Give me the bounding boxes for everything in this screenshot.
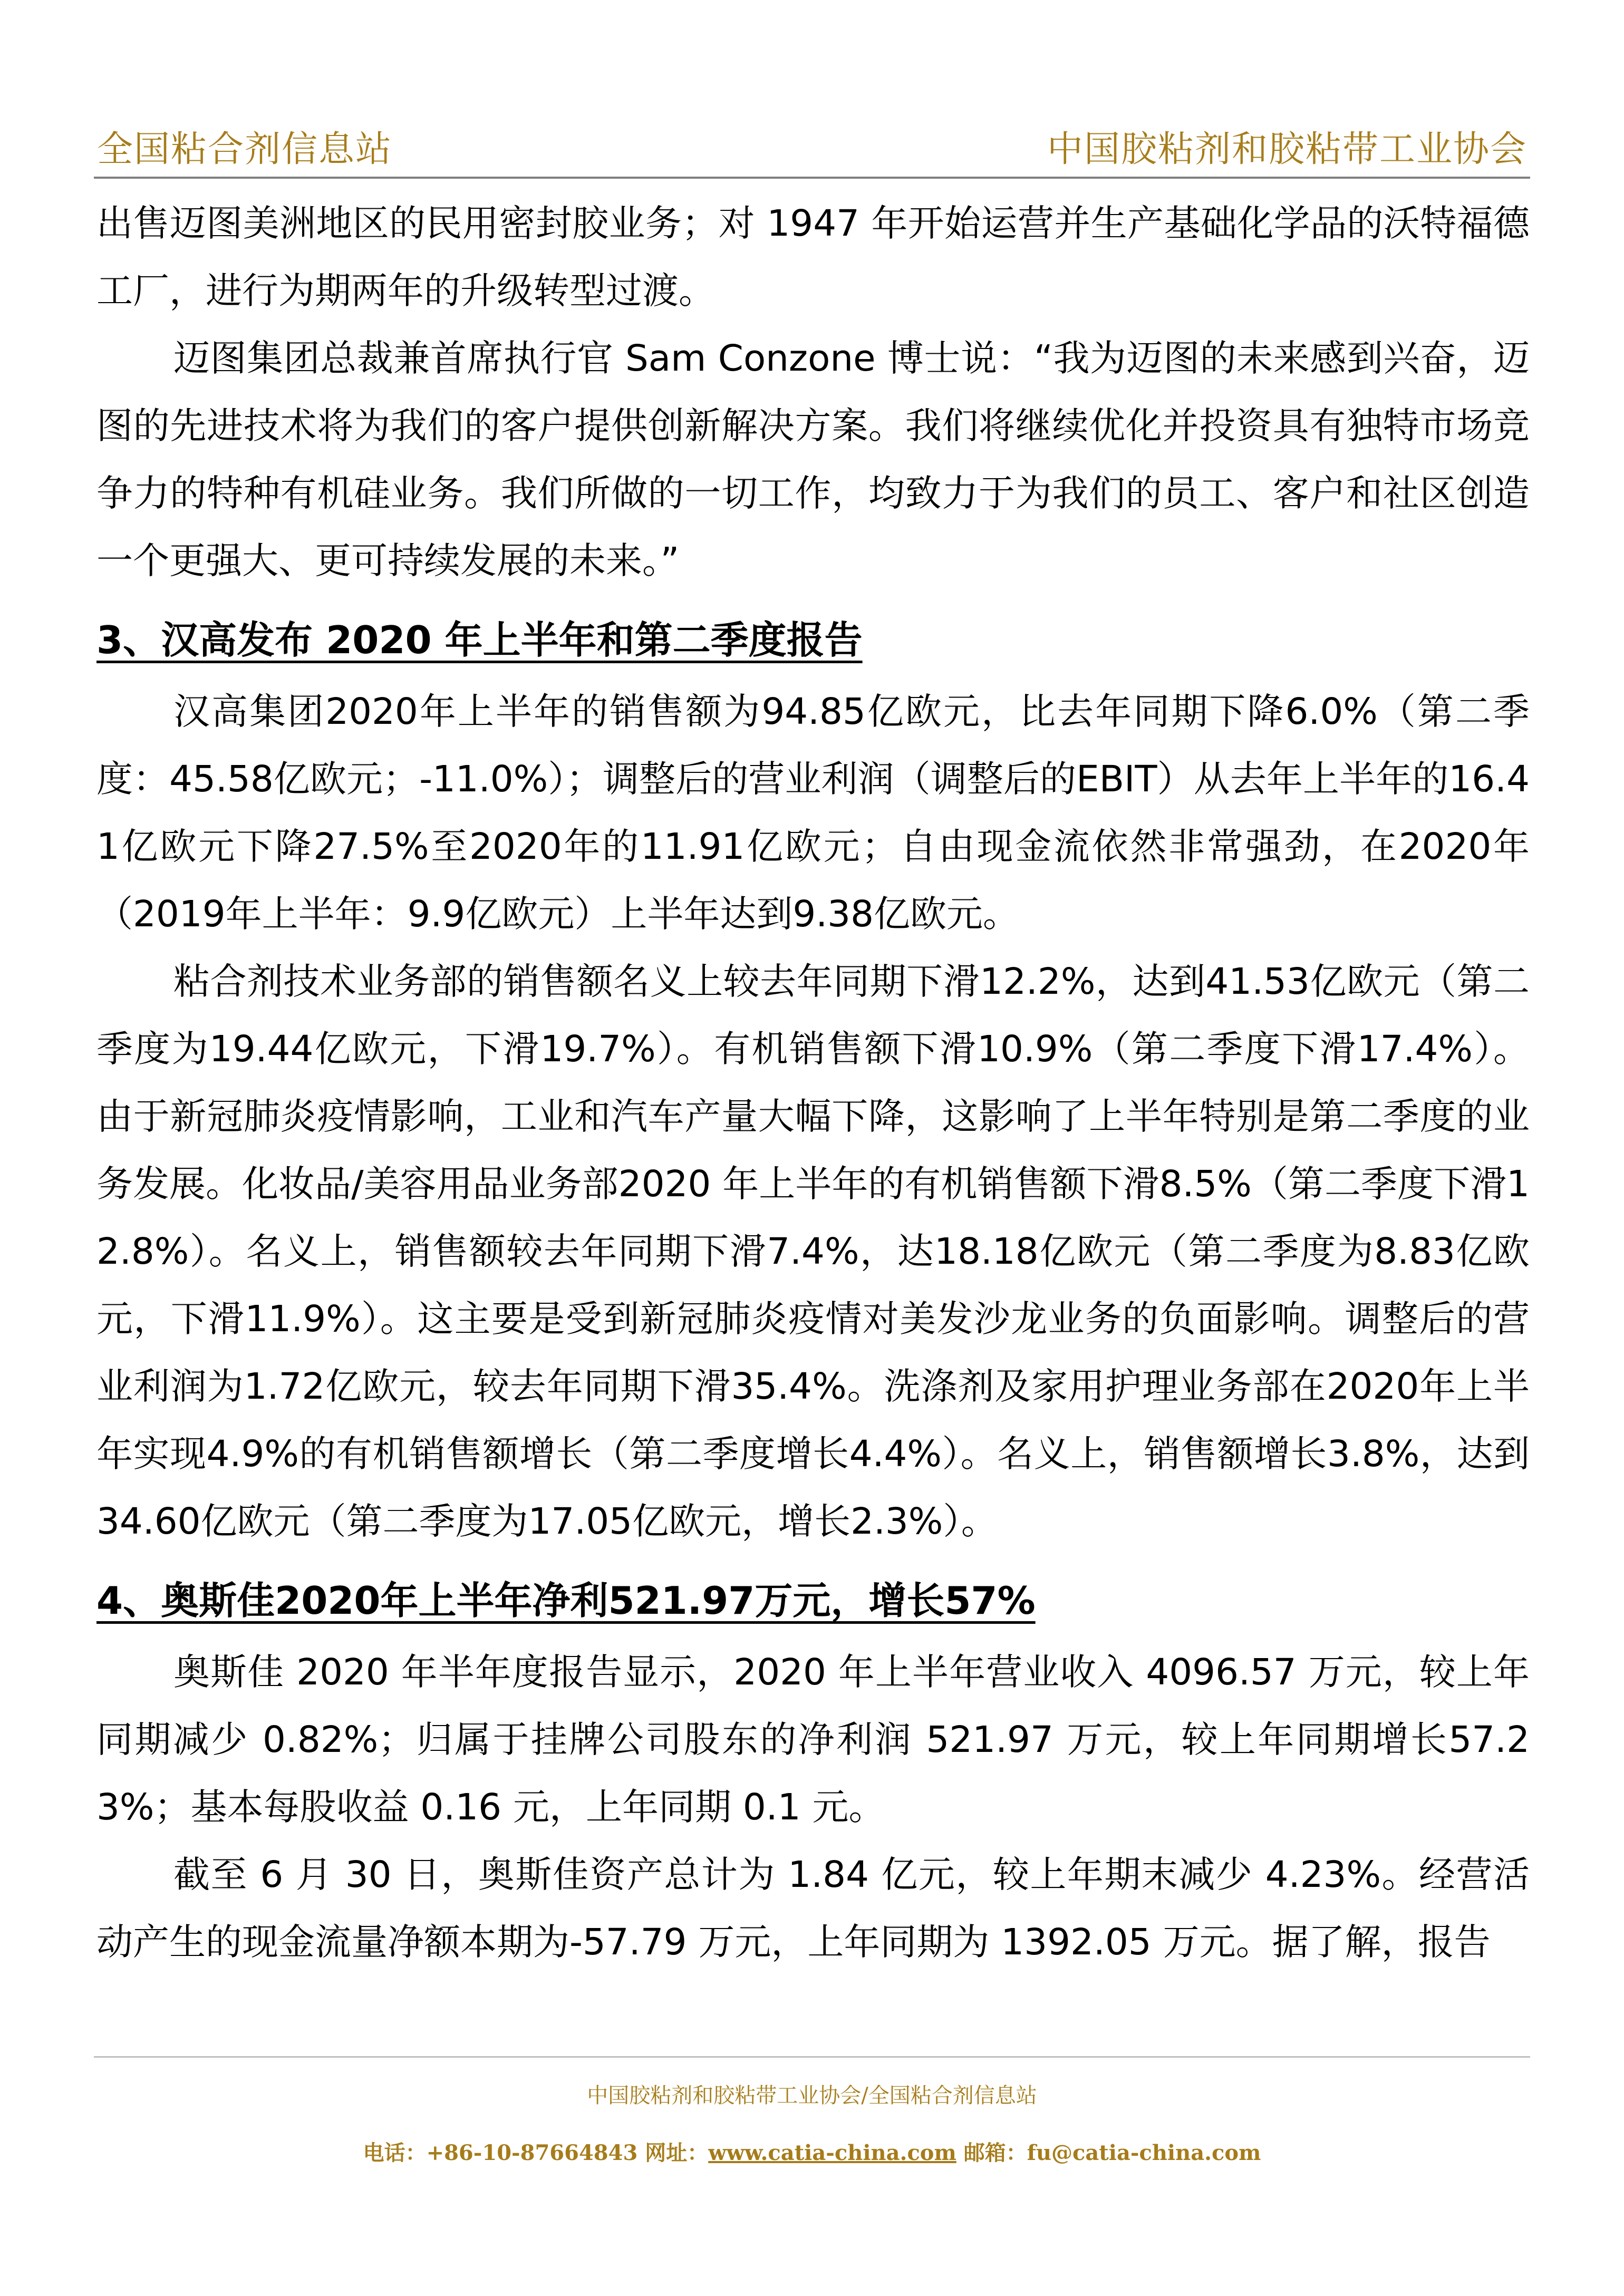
- header-site-name: 全国粘合剂信息站: [97, 129, 393, 170]
- section-heading-text: 3、汉高发布 2020 年上半年和第二季度报告: [96, 618, 863, 662]
- paragraph: 奥斯佳 2020 年半年度报告显示，2020 年上半年营业收入 4096.57 万元，较上年同期减少 0.82%；归属于挂牌公司股东的净利润 521.97 万元，较上年同期增长57.23%；基本每股收益 0.16 元，上年同期 0.1 元。: [96, 1651, 1530, 1828]
- paragraph: 汉高集团2020年上半年的销售额为94.85亿欧元，比去年同期下降6.0%（第二季度：45.58亿欧元；-11.0%）；调整后的营业利润（调整后的EBIT）从去年上半年的16.41亿欧元下降27.5%至2020年的11.91亿欧元；自由现金流依然非常强劲，在2020年（2019年上半年：9.9亿欧元）上半年达到9.38亿欧元。: [96, 691, 1530, 935]
- paragraph: 截至 6 月 30 日，奥斯佳资产总计为 1.84 亿元，较上年期末减少 4.23%。经营活动产生的现金流量净额本期为-57.79 万元，上年同期为 1392.05 万元。据了解，报告: [96, 1854, 1530, 1963]
- paragraph: 出售迈图美洲地区的民用密封胶业务；对 1947 年开始运营并生产基础化学品的沃特福德工厂，进行为期两年的升级转型过渡。: [96, 202, 1530, 312]
- header-association-name: 中国胶粘剂和胶粘带工业协会: [1047, 129, 1527, 170]
- document-body: [96, 190, 1530, 1976]
- paragraph: 粘合剂技术业务部的销售额名义上较去年同期下滑12.2%，达到41.53亿欧元（第二季度为19.44亿欧元，下滑19.7%）。有机销售额下滑10.9%（第二季度下滑17.4%）。由于新冠肺炎疫情影响，工业和汽车产量大幅下降，这影响了上半年特别是第二季度的业务发展。化妆品/美容用品业务部2020 年上半年的有机销售额下滑8.5%（第二季度下滑12.8%）。名义上，销售额较去年同期下滑7.4%，达18.18亿欧元（第二季度为8.83亿欧元，下滑11.9%）。这主要是受到新冠肺炎疫情对美发沙龙业务的负面影响。调整后的营业利润为1.72亿欧元，较去年同期下滑35.4%。洗涤剂及家用护理业务部在2020年上半年实现4.9%的有机销售额增长（第二季度增长4.4%）。名义上，销售额增长3.8%，达到34.60亿欧元（第二季度为17.05亿欧元，增长2.3%）。: [96, 961, 1530, 1543]
- footer-website-link[interactable]: www.catia-china.com: [708, 2140, 956, 2165]
- section-heading-text: 4、奥斯佳2020年上半年净利521.97万元，增长57%: [96, 1578, 1036, 1623]
- section-heading-3: [96, 606, 1530, 674]
- page-header: [94, 113, 1530, 179]
- footer-organization: 中国胶粘剂和胶粘带工业协会/全国粘合剂信息站: [587, 2084, 1037, 2108]
- footer-email: 邮箱：fu@catia-china.com: [956, 2140, 1261, 2165]
- section-heading-4: [96, 1567, 1530, 1634]
- footer-contact: [94, 2136, 1530, 2166]
- page-footer: [94, 2056, 1530, 2166]
- paragraph: 迈图集团总裁兼首席执行官 Sam Conzone 博士说：“我为迈图的未来感到兴奋，迈图的先进技术将为我们的客户提供创新解决方案。我们将继续优化并投资具有独特市场竞争力的特种有机硅业务。我们所做的一切工作，均致力于为我们的员工、客户和社区创造一个更强大、更可持续发展的未来。”: [96, 337, 1530, 582]
- footer-phone: 电话：+86-10-87664843 网址：: [363, 2140, 709, 2165]
